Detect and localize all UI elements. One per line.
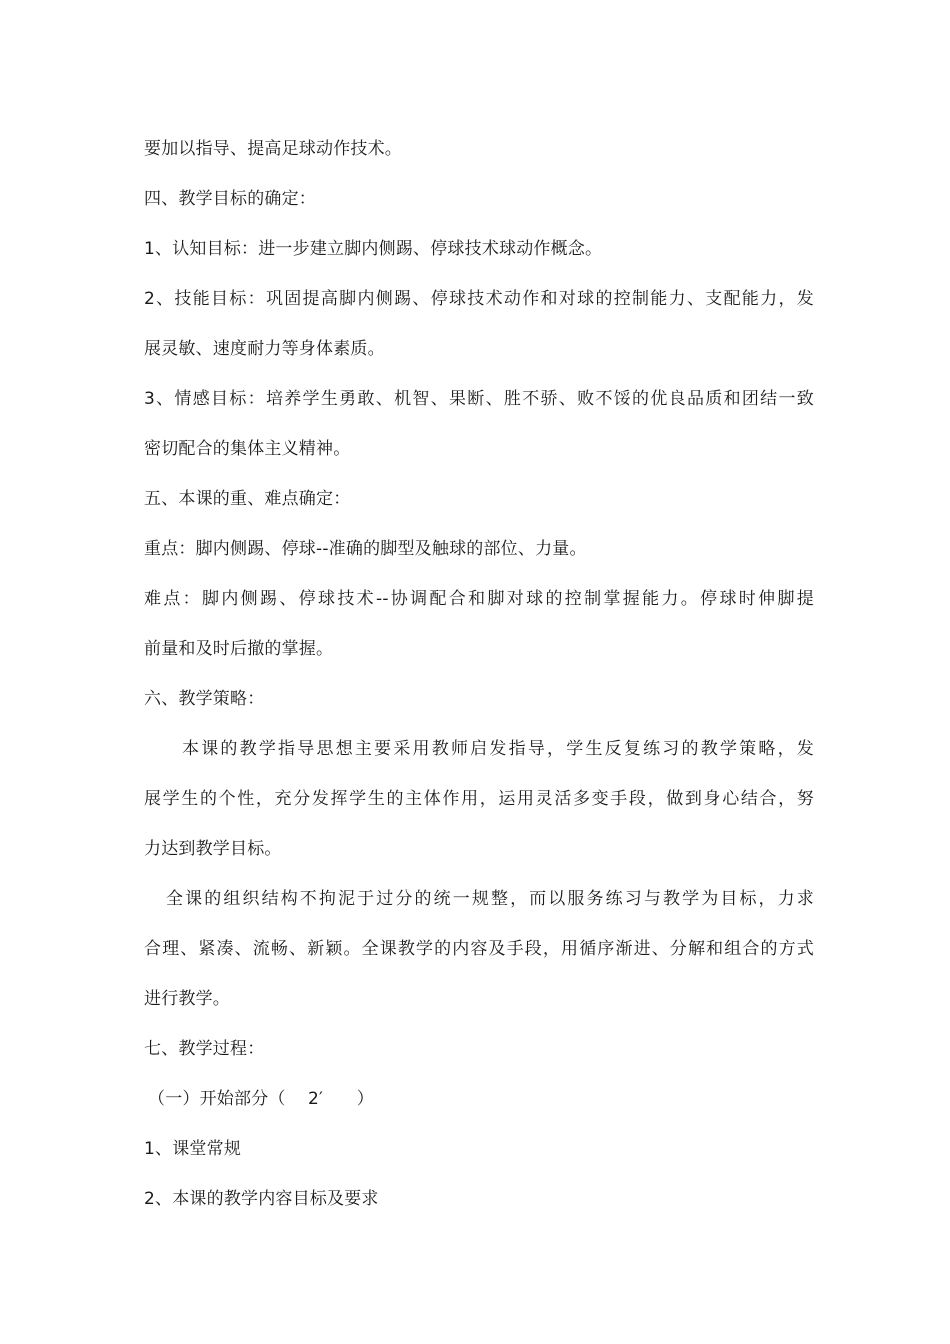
section-heading-6: 六、教学策略：: [144, 689, 265, 709]
section-heading-4: 四、教学目标的确定：: [144, 189, 316, 209]
list-item-1: 1、课堂常规: [144, 1139, 242, 1159]
strategy-para-1-line-2: 展学生的个性，充分发挥学生的主体作用，运用灵活多变手段，做到身心结合，努: [144, 789, 814, 809]
difficulty-line-1: 难点：脚内侧踢、停球技术--协调配合和脚对球的控制掌握能力。停球时伸脚提: [144, 589, 814, 609]
strategy-para-1-line-3: 力达到教学目标。: [144, 839, 282, 859]
strategy-para-2-line-1: 全课的组织结构不拘泥于过分的统一规整，而以服务练习与教学为目标，力求: [166, 889, 814, 909]
section-heading-5: 五、本课的重、难点确定：: [144, 489, 351, 509]
key-point-line: 重点：脚内侧踢、停球--准确的脚型及触球的部位、力量。: [144, 539, 587, 559]
subsection-heading-start: （一）开始部分（ 2′ ）: [148, 1089, 374, 1109]
cognitive-goal-line: 1、认知目标：进一步建立脚内侧踢、停球技术球动作概念。: [144, 239, 603, 259]
text-line-1: 要加以指导、提高足球动作技术。: [144, 139, 402, 159]
emotion-goal-line-1: 3、情感目标：培养学生勇敢、机智、果断、胜不骄、败不馁的优良品质和团结一致: [144, 389, 814, 409]
skill-goal-line-2: 展灵敏、速度耐力等身体素质。: [144, 339, 385, 359]
emotion-goal-line-2: 密切配合的集体主义精神。: [144, 439, 351, 459]
strategy-para-1-line-1: 本课的教学指导思想主要采用教师启发指导，学生反复练习的教学策略，发: [182, 739, 814, 759]
strategy-para-2-line-2: 合理、紧凑、流畅、新颖。全课教学的内容及手段，用循序渐进、分解和组合的方式: [144, 939, 814, 959]
skill-goal-line-1: 2、技能目标：巩固提高脚内侧踢、停球技术动作和对球的控制能力、支配能力，发: [144, 289, 814, 309]
difficulty-line-2: 前量和及时后撤的掌握。: [144, 639, 334, 659]
section-heading-7: 七、教学过程：: [144, 1039, 265, 1059]
list-item-2: 2、本课的教学内容目标及要求: [144, 1189, 379, 1209]
strategy-para-2-line-3: 进行教学。: [144, 989, 230, 1009]
